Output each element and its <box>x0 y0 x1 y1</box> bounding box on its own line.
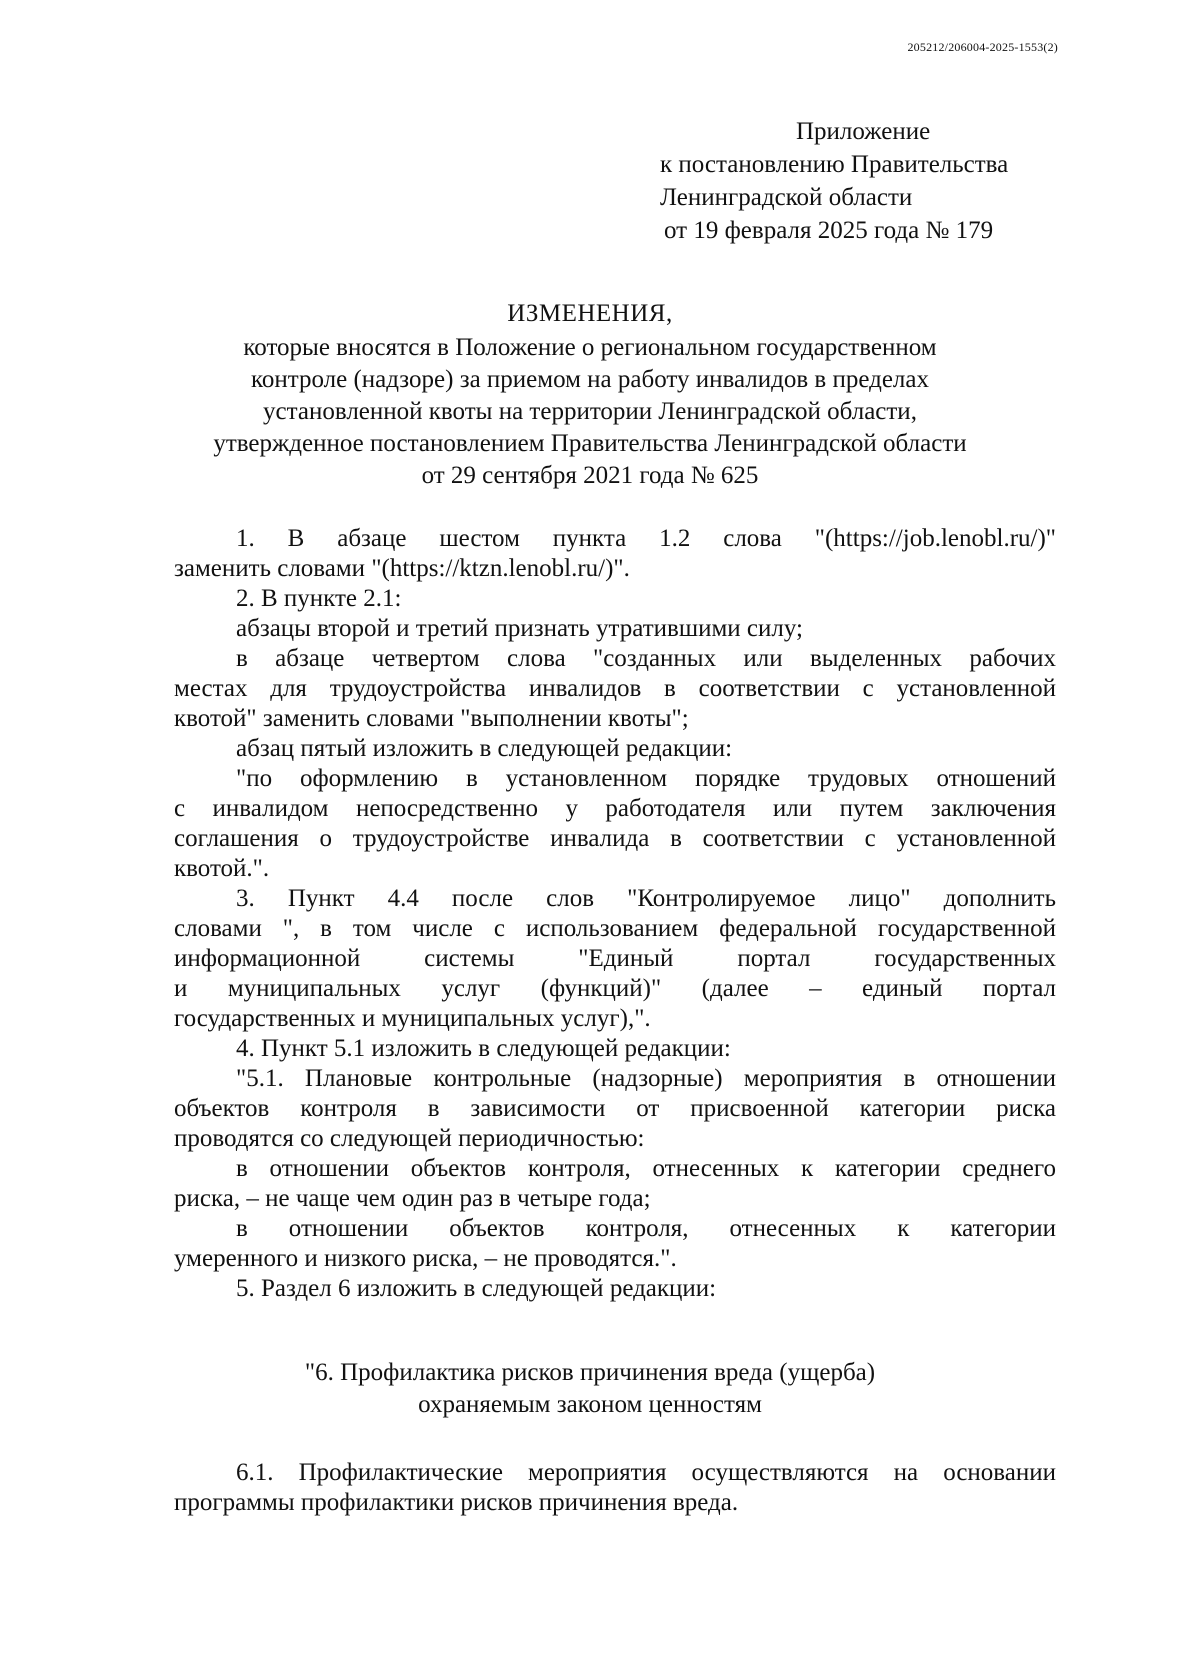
body-line-20: объектов контроля в зависимости от присвоенной категории риска <box>174 1095 1056 1122</box>
body-line-22: в отношении объектов контроля, отнесенных к категории среднего <box>236 1155 1056 1182</box>
body-line-6: местах для трудоустройства инвалидов в соответствии с установленной <box>174 675 1056 702</box>
section-body-line-2: программы профилактики рисков причинения вреда. <box>174 1489 739 1516</box>
section-body-line-1: 6.1. Профилактические мероприятия осуществляются на основании <box>236 1459 1056 1486</box>
body-line-4: абзацы второй и третий признать утратившими силу; <box>236 615 803 642</box>
title-line-2: контроле (надзоре) за приемом на работу инвалидов в пределах <box>250 366 929 393</box>
body-line-10: с инвалидом непосредственно у работодателя или путем заключения <box>174 795 1056 822</box>
body-line-15: информационной системы "Единый портал государственных <box>174 945 1056 972</box>
body-line-24: в отношении объектов контроля, отнесенных к категории <box>236 1215 1056 1242</box>
appendix-line-1: Приложение <box>796 118 931 145</box>
document-id: 205212/206004-2025-1553(2) <box>907 40 1058 54</box>
document-body <box>174 524 1056 1304</box>
body-line-16: и муниципальных услуг (функций)" (далее – единый портал <box>174 975 1056 1002</box>
body-line-19: "5.1. Плановые контрольные (надзорные) мероприятия в отношении <box>236 1065 1056 1092</box>
section-body <box>174 1458 1056 1518</box>
section-heading-line-1: "6. Профилактика рисков причинения вреда (ущерба) <box>304 1359 876 1386</box>
body-line-5: в абзаце четвертом слова "созданных или выделенных рабочих <box>236 645 1056 672</box>
body-line-11: соглашения о трудоустройстве инвалида в соответствии с установленной <box>174 825 1056 852</box>
body-line-18: 4. Пункт 5.1 изложить в следующей редакции: <box>236 1035 731 1062</box>
body-line-9: "по оформлению в установленном порядке трудовых отношений <box>236 765 1056 792</box>
body-line-3: 2. В пункте 2.1: <box>236 585 402 612</box>
body-line-23: риска, – не чаще чем один раз в четыре года; <box>174 1185 651 1212</box>
section-heading-line-2: охраняемым законом ценностям <box>418 1391 762 1418</box>
appendix-line-4: от 19 февраля 2025 года № 179 <box>664 217 994 244</box>
body-line-12: квотой.". <box>174 855 270 882</box>
body-line-1: 1. В абзаце шестом пункта 1.2 слова "(https://job.lenobl.ru/)" <box>236 525 1056 552</box>
body-line-21: проводятся со следующей периодичностью: <box>174 1125 645 1152</box>
appendix-line-2: к постановлению Правительства <box>660 151 1009 178</box>
title-line-4: утвержденное постановлением Правительства Ленинградской области <box>213 430 967 457</box>
appendix-line-3: Ленинградской области <box>660 184 913 211</box>
body-line-25: умеренного и низкого риска, – не проводятся.". <box>174 1245 677 1272</box>
body-line-26: 5. Раздел 6 изложить в следующей редакции: <box>236 1275 717 1302</box>
title-line-1: которые вносятся в Положение о региональном государственном <box>243 334 937 361</box>
title-heading: ИЗМЕНЕНИЯ, <box>507 300 673 327</box>
body-line-7: квотой" заменить словами "выполнении квоты"; <box>174 705 689 732</box>
title-line-5: от 29 сентября 2021 года № 625 <box>421 462 759 489</box>
title-line-3: установленной квоты на территории Ленинградской области, <box>263 398 917 425</box>
body-line-13: 3. Пункт 4.4 после слов "Контролируемое лицо" дополнить <box>236 885 1056 912</box>
section-heading <box>140 1357 1040 1421</box>
body-line-17: государственных и муниципальных услуг),". <box>174 1005 651 1032</box>
body-line-8: абзац пятый изложить в следующей редакции: <box>236 735 733 762</box>
body-line-2: заменить словами "(https://ktzn.lenobl.ru/)". <box>174 555 630 582</box>
document-title <box>140 298 1040 492</box>
body-line-14: словами ", в том числе с использованием федеральной государственной <box>174 915 1056 942</box>
